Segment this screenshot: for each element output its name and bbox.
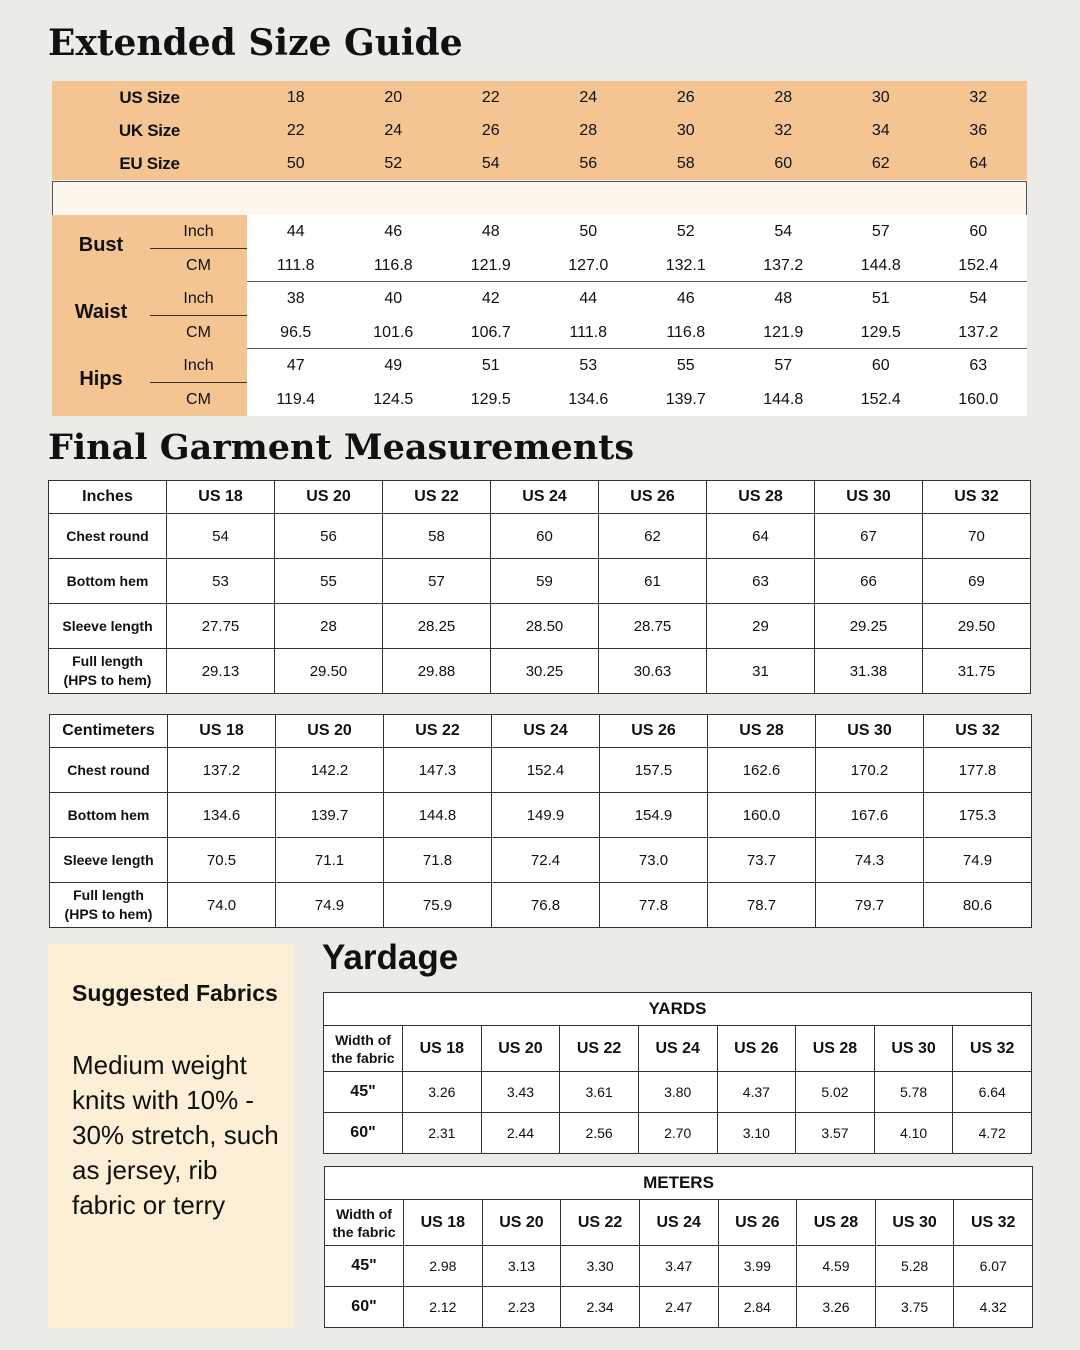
size-header: US 30	[874, 1026, 953, 1072]
value-cell: 44	[579, 290, 598, 307]
table-cell: 2.84	[718, 1287, 797, 1328]
value-cell: 63	[969, 357, 988, 374]
size-cell: 64	[969, 155, 988, 172]
table-header-row	[325, 1200, 1033, 1246]
table-cell: 29.13	[167, 649, 275, 694]
table-header-row	[324, 1026, 1032, 1072]
width-label-line2: the fabric	[331, 1049, 395, 1066]
table-cell: 64	[707, 514, 815, 559]
table-cell: 77.8	[600, 883, 708, 928]
value-cell: 129.5	[860, 324, 901, 341]
value-cell: 124.5	[373, 391, 414, 408]
row-label: 45"	[324, 1072, 403, 1113]
table-cell: 137.2	[168, 748, 276, 793]
table-row	[50, 838, 1032, 883]
table-cell: 60	[491, 514, 599, 559]
table-cell: 147.3	[384, 748, 492, 793]
table-cell: 2.98	[404, 1246, 483, 1287]
table-cell: 2.44	[481, 1113, 560, 1154]
size-cell: 28	[774, 89, 793, 106]
table-cell: 74.0	[168, 883, 276, 928]
table-cell: 2.70	[638, 1113, 717, 1154]
size-header: US 18	[403, 1026, 482, 1072]
value-cell: 40	[384, 290, 403, 307]
value-cell: 51	[871, 290, 890, 307]
size-header: US 30	[816, 715, 924, 748]
value-cell: 49	[384, 357, 403, 374]
value-cell: 48	[481, 223, 500, 240]
size-header: US 32	[954, 1200, 1033, 1246]
value-cell: 119.4	[276, 391, 316, 408]
meters-caption: METERS	[325, 1167, 1033, 1200]
width-label-line2: the fabric	[332, 1223, 396, 1240]
garment-cm-table	[49, 714, 1032, 928]
value-cell: 137.2	[958, 324, 999, 341]
size-header: US 18	[404, 1200, 483, 1246]
value-cell: 139.7	[665, 391, 706, 408]
table-cell: 29.88	[383, 649, 491, 694]
size-header: US 30	[875, 1200, 954, 1246]
value-cell: 106.7	[470, 324, 511, 341]
table-row	[50, 883, 1032, 928]
size-header: US 26	[718, 1200, 797, 1246]
table-row	[50, 793, 1032, 838]
value-cell: 60	[871, 357, 890, 374]
table-cell: 160.0	[708, 793, 816, 838]
value-cell: 132.1	[665, 257, 706, 274]
us-size-row	[52, 81, 1027, 114]
table-cell: 73.0	[600, 838, 708, 883]
row-label-line2: (HPS to hem)	[64, 906, 153, 922]
size-cell: 24	[579, 89, 598, 106]
row-label: 60"	[324, 1113, 403, 1154]
size-cell: 50	[286, 155, 305, 172]
value-cell: 50	[579, 223, 598, 240]
table-cell: 73.7	[708, 838, 816, 883]
value-cell: 160.0	[958, 391, 999, 408]
row-label	[49, 649, 167, 694]
value-cell: 57	[774, 357, 793, 374]
suggested-fabrics-text: Medium weight knits with 10% - 30% stretch, such as jersey, rib fabric or terry	[72, 1050, 279, 1220]
table-cell: 74.3	[816, 838, 924, 883]
row-label-line1: Full length	[72, 653, 143, 669]
size-header: US 22	[383, 481, 491, 514]
table-cell: 4.59	[797, 1246, 876, 1287]
garment-title: Final Garment Measurements	[48, 427, 635, 468]
table-cell: 3.30	[561, 1246, 640, 1287]
value-cell: 96.5	[280, 324, 312, 341]
table-cell: 31.75	[923, 649, 1031, 694]
size-cell: 30	[871, 89, 890, 106]
table-row	[325, 1246, 1033, 1287]
size-header: US 24	[639, 1200, 718, 1246]
table-cell: 55	[275, 559, 383, 604]
size-header: US 28	[707, 481, 815, 514]
table-cell: 28.50	[491, 604, 599, 649]
hips-label: Hips	[79, 368, 123, 390]
table-cell: 6.07	[954, 1246, 1033, 1287]
width-label-line1: Width of	[335, 1031, 391, 1048]
table-cell: 175.3	[924, 793, 1032, 838]
size-cell: 22	[481, 89, 500, 106]
table-cell: 5.28	[875, 1246, 954, 1287]
table-row	[324, 1113, 1032, 1154]
table-cell: 134.6	[168, 793, 276, 838]
table-cell: 177.8	[924, 748, 1032, 793]
table-cell: 53	[167, 559, 275, 604]
size-cell: 58	[676, 155, 695, 172]
eu-size-label: EU Size	[119, 154, 180, 173]
blank-spacer-row	[52, 181, 1027, 216]
size-header: US 32	[923, 481, 1031, 514]
table-cell: 142.2	[276, 748, 384, 793]
table-row	[49, 649, 1031, 694]
row-label: Chest round	[50, 748, 168, 793]
value-cell: 121.9	[470, 257, 511, 274]
size-header: US 20	[276, 715, 384, 748]
table-cell: 3.43	[481, 1072, 560, 1113]
row-label: Sleeve length	[50, 838, 168, 883]
table-cell: 74.9	[276, 883, 384, 928]
value-cell: 101.6	[373, 324, 414, 341]
value-cell: 134.6	[568, 391, 609, 408]
size-cell: 22	[286, 122, 305, 139]
table-cell: 57	[383, 559, 491, 604]
table-cell: 167.6	[816, 793, 924, 838]
size-header: US 26	[600, 715, 708, 748]
size-header: US 28	[708, 715, 816, 748]
size-header: US 28	[796, 1026, 875, 1072]
size-cell: 62	[871, 155, 890, 172]
width-label	[324, 1026, 403, 1072]
size-cell: 32	[774, 122, 793, 139]
table-cell: 3.47	[639, 1246, 718, 1287]
bust-values	[247, 215, 1027, 282]
table-cell: 79.7	[816, 883, 924, 928]
table-cell: 69	[923, 559, 1031, 604]
value-cell: 51	[481, 357, 500, 374]
size-cell: 60	[774, 155, 793, 172]
table-cell: 62	[599, 514, 707, 559]
table-header-row	[50, 715, 1032, 748]
value-cell: 47	[286, 357, 305, 374]
value-cell: 152.4	[860, 391, 901, 408]
table-cell: 63	[707, 559, 815, 604]
table-cell: 5.78	[874, 1072, 953, 1113]
table-cell: 149.9	[492, 793, 600, 838]
table-caption-row	[324, 993, 1032, 1026]
size-header: US 22	[560, 1026, 639, 1072]
table-cell: 59	[491, 559, 599, 604]
size-header: US 20	[275, 481, 383, 514]
table-row	[49, 559, 1031, 604]
size-cell: 36	[969, 122, 988, 139]
size-cell: 26	[676, 89, 695, 106]
size-cell: 56	[579, 155, 598, 172]
value-cell: 116.8	[373, 257, 413, 274]
inch-label: Inch	[150, 349, 247, 383]
size-header: US 24	[492, 715, 600, 748]
value-cell: 55	[676, 357, 695, 374]
size-header: US 26	[599, 481, 707, 514]
table-cell: 157.5	[600, 748, 708, 793]
size-cell: 28	[579, 122, 598, 139]
table-cell: 2.34	[561, 1287, 640, 1328]
size-cell: 32	[969, 89, 988, 106]
table-cell: 3.10	[717, 1113, 796, 1154]
table-cell: 58	[383, 514, 491, 559]
size-header: US 28	[797, 1200, 876, 1246]
table-cell: 6.64	[953, 1072, 1032, 1113]
cm-label: CM	[186, 324, 211, 341]
size-header: US 24	[638, 1026, 717, 1072]
table-cell: 162.6	[708, 748, 816, 793]
uk-size-row	[52, 114, 1027, 147]
table-cell: 61	[599, 559, 707, 604]
size-header: US 18	[168, 715, 276, 748]
table-cell: 2.12	[404, 1287, 483, 1328]
hips-measurement	[52, 349, 1027, 416]
table-cell: 3.80	[638, 1072, 717, 1113]
table-cell: 2.47	[639, 1287, 718, 1328]
table-cell: 2.56	[560, 1113, 639, 1154]
row-label	[50, 883, 168, 928]
size-cell: 24	[384, 122, 403, 139]
width-label-line1: Width of	[336, 1205, 392, 1222]
bust-label: Bust	[78, 234, 124, 256]
table-cell: 30.25	[491, 649, 599, 694]
table-cell: 70	[923, 514, 1031, 559]
table-cell: 71.8	[384, 838, 492, 883]
table-row	[50, 748, 1032, 793]
size-guide-title: Extended Size Guide	[48, 22, 463, 64]
table-cell: 30.63	[599, 649, 707, 694]
size-header: US 18	[167, 481, 275, 514]
size-cell: 54	[481, 155, 500, 172]
value-cell: 111.8	[276, 257, 315, 274]
yards-caption: YARDS	[324, 993, 1032, 1026]
unit-header: Inches	[49, 481, 167, 514]
size-header: US 24	[491, 481, 599, 514]
size-cell: 26	[481, 122, 500, 139]
table-cell: 3.75	[875, 1287, 954, 1328]
size-header: US 20	[482, 1200, 561, 1246]
unit-header: Centimeters	[50, 715, 168, 748]
us-size-label: US Size	[119, 88, 180, 107]
waist-values	[247, 282, 1027, 349]
table-cell: 76.8	[492, 883, 600, 928]
table-cell: 74.9	[924, 838, 1032, 883]
bust-measurement	[52, 215, 1027, 282]
table-cell: 4.10	[874, 1113, 953, 1154]
table-cell: 3.61	[560, 1072, 639, 1113]
table-cell: 5.02	[796, 1072, 875, 1113]
table-caption-row	[325, 1167, 1033, 1200]
size-cell: 52	[384, 155, 403, 172]
value-cell: 60	[969, 223, 988, 240]
table-cell: 71.1	[276, 838, 384, 883]
table-cell: 3.99	[718, 1246, 797, 1287]
size-guide-table	[52, 81, 1027, 416]
table-row	[49, 514, 1031, 559]
garment-inches-table	[48, 480, 1031, 694]
size-header: US 22	[384, 715, 492, 748]
row-label: Sleeve length	[49, 604, 167, 649]
cm-label: CM	[186, 391, 211, 408]
size-cell: 34	[871, 122, 890, 139]
table-cell: 3.26	[797, 1287, 876, 1328]
value-cell: 54	[969, 290, 988, 307]
yards-table	[323, 992, 1032, 1154]
value-cell: 111.8	[569, 324, 608, 341]
value-cell: 57	[871, 223, 890, 240]
size-cell: 20	[384, 89, 403, 106]
table-cell: 139.7	[276, 793, 384, 838]
table-cell: 29.50	[275, 649, 383, 694]
value-cell: 46	[384, 223, 403, 240]
value-cell: 54	[774, 223, 793, 240]
table-cell: 170.2	[816, 748, 924, 793]
table-cell: 31	[707, 649, 815, 694]
table-row	[49, 604, 1031, 649]
row-label: 60"	[325, 1287, 404, 1328]
size-header: US 22	[561, 1200, 640, 1246]
value-cell: 52	[676, 223, 695, 240]
width-label	[325, 1200, 404, 1246]
suggested-fabrics-title: Suggested Fabrics	[72, 980, 278, 1006]
table-cell: 78.7	[708, 883, 816, 928]
value-cell: 53	[579, 357, 598, 374]
row-label: Bottom hem	[50, 793, 168, 838]
waist-label: Waist	[74, 301, 128, 323]
value-cell: 129.5	[470, 391, 511, 408]
table-cell: 29.25	[815, 604, 923, 649]
table-cell: 54	[167, 514, 275, 559]
suggested-fabrics-box	[48, 944, 294, 1328]
table-row	[325, 1287, 1033, 1328]
value-cell: 137.2	[763, 257, 804, 274]
size-cell: 18	[286, 89, 305, 106]
table-cell: 3.57	[796, 1113, 875, 1154]
value-cell: 46	[676, 290, 695, 307]
value-cell: 144.8	[860, 257, 901, 274]
hips-values	[247, 349, 1027, 416]
row-label-line2: (HPS to hem)	[63, 672, 152, 688]
table-cell: 4.72	[953, 1113, 1032, 1154]
cm-label: CM	[186, 257, 211, 274]
size-header: US 20	[481, 1026, 560, 1072]
size-header: US 26	[717, 1026, 796, 1072]
inch-label: Inch	[150, 282, 247, 316]
size-header: US 32	[953, 1026, 1032, 1072]
table-cell: 3.26	[403, 1072, 482, 1113]
table-cell: 2.23	[482, 1287, 561, 1328]
table-cell: 31.38	[815, 649, 923, 694]
table-cell: 28	[275, 604, 383, 649]
table-header-row	[49, 481, 1031, 514]
table-cell: 29	[707, 604, 815, 649]
table-cell: 80.6	[924, 883, 1032, 928]
size-header: US 32	[924, 715, 1032, 748]
inch-label: Inch	[150, 215, 247, 249]
meters-table	[324, 1166, 1033, 1328]
table-cell: 28.25	[383, 604, 491, 649]
table-cell: 75.9	[384, 883, 492, 928]
value-cell: 42	[481, 290, 500, 307]
table-cell: 152.4	[492, 748, 600, 793]
table-cell: 67	[815, 514, 923, 559]
value-cell: 144.8	[763, 391, 804, 408]
yardage-title: Yardage	[322, 938, 459, 977]
eu-size-row	[52, 147, 1027, 180]
table-cell: 66	[815, 559, 923, 604]
value-cell: 127.0	[568, 257, 609, 274]
table-cell: 154.9	[600, 793, 708, 838]
value-cell: 44	[286, 223, 305, 240]
uk-size-label: UK Size	[118, 121, 181, 140]
size-header: US 30	[815, 481, 923, 514]
row-label: Chest round	[49, 514, 167, 559]
table-cell: 4.37	[717, 1072, 796, 1113]
value-cell: 116.8	[666, 324, 706, 341]
table-cell: 4.32	[954, 1287, 1033, 1328]
row-label: Bottom hem	[49, 559, 167, 604]
table-cell: 28.75	[599, 604, 707, 649]
value-cell: 48	[774, 290, 793, 307]
table-cell: 144.8	[384, 793, 492, 838]
value-cell: 121.9	[763, 324, 804, 341]
table-row	[324, 1072, 1032, 1113]
value-cell: 152.4	[958, 257, 999, 274]
table-cell: 56	[275, 514, 383, 559]
table-cell: 70.5	[168, 838, 276, 883]
row-label: 45"	[325, 1246, 404, 1287]
table-cell: 3.13	[482, 1246, 561, 1287]
table-cell: 27.75	[167, 604, 275, 649]
table-cell: 2.31	[403, 1113, 482, 1154]
row-label-line1: Full length	[73, 887, 144, 903]
value-cell: 38	[286, 290, 305, 307]
waist-measurement	[52, 282, 1027, 349]
size-cell: 30	[676, 122, 695, 139]
table-cell: 29.50	[923, 604, 1031, 649]
table-cell: 72.4	[492, 838, 600, 883]
